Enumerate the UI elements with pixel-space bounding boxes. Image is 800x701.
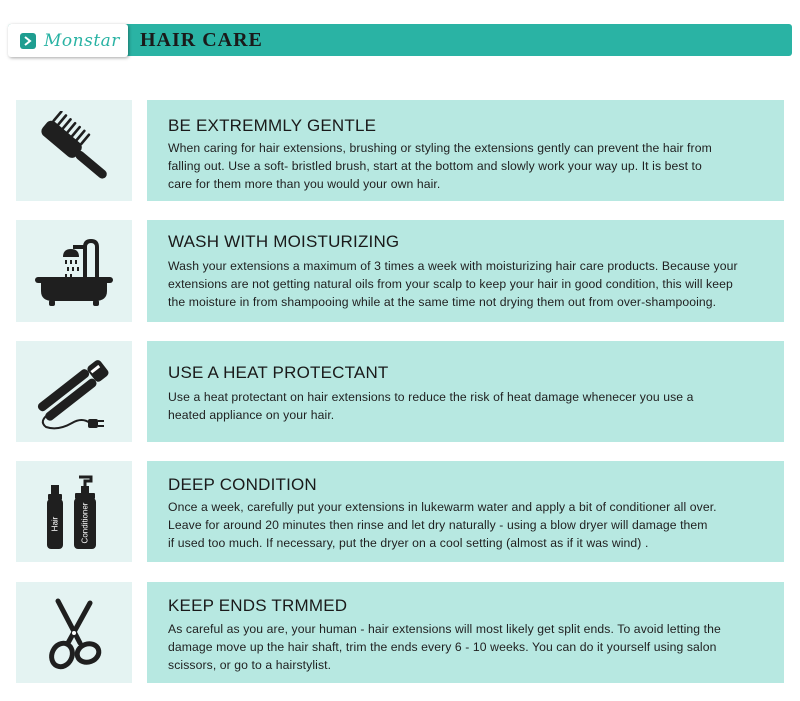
hairbrush-icon	[29, 111, 119, 191]
page-title: HAIR CARE	[140, 29, 263, 51]
brand-tab[interactable]	[8, 24, 128, 57]
care-item	[16, 461, 784, 562]
item-text: Wash your extensions a maximum of 3 times a week with moisturizing hair care products. Because your extensions are not getting natural oils from your scalp to keep your hair in good condition, this will keep the moisture in from shampooing while at the same time not drying them out from over-shampooing.	[168, 259, 738, 309]
brand-logo: Monstar	[44, 30, 120, 51]
flat-iron-icon	[28, 349, 120, 435]
icon-panel	[16, 220, 132, 322]
icon-panel	[16, 100, 132, 201]
item-title: KEEP ENDS TRMMED	[168, 596, 348, 615]
text-panel	[147, 100, 784, 201]
care-item	[16, 100, 784, 201]
chevron-right-icon	[20, 33, 36, 49]
item-text: When caring for hair extensions, brushing or styling the extensions gently can prevent the hair from falling out. Use a soft- bristled brush, start at the bottom and slowly work your way up. It is best to care for them more than you would your own hair.	[168, 141, 712, 191]
item-text: Use a heat protectant on hair extensions to reduce the risk of heat damage whenecer you use a heated appliance on your hair.	[168, 390, 694, 422]
icon-panel	[16, 461, 132, 562]
bottle-label: Conditioner	[80, 502, 90, 543]
text-panel	[147, 582, 784, 683]
care-item	[16, 582, 784, 683]
scissors-icon	[34, 593, 114, 673]
bathtub-shower-icon	[29, 231, 119, 311]
item-text: Once a week, carefully put your extensions in lukewarm water and apply a bit of conditioner all over. Leave for around 20 minutes then rinse and let dry naturally - using a blow dryer will damage them if used too much. If necessary, put the dryer on a cool setting (almost as if it was wind) .	[168, 500, 717, 550]
bottles-icon	[43, 473, 105, 551]
item-text: As careful as you are, your human - hair extensions will most likely get split ends. To avoid letting the damage move up the hair shaft, trim the ends every 6 - 10 weeks. You can do it yourself using salon scissors, or go to a hairstylist.	[168, 622, 721, 672]
bottle-label: Hair	[50, 516, 60, 531]
item-title: WASH WITH MOISTURIZING	[168, 232, 400, 251]
text-panel	[147, 461, 784, 562]
text-panel	[147, 341, 784, 442]
icon-panel	[16, 341, 132, 442]
item-title: USE A HEAT PROTECTANT	[168, 363, 389, 382]
item-title: BE EXTREMMLY GENTLE	[168, 116, 377, 135]
care-item	[16, 341, 784, 442]
text-panel	[147, 220, 784, 322]
icon-panel	[16, 582, 132, 683]
item-title: DEEP CONDITION	[168, 475, 317, 494]
care-item	[16, 220, 784, 322]
